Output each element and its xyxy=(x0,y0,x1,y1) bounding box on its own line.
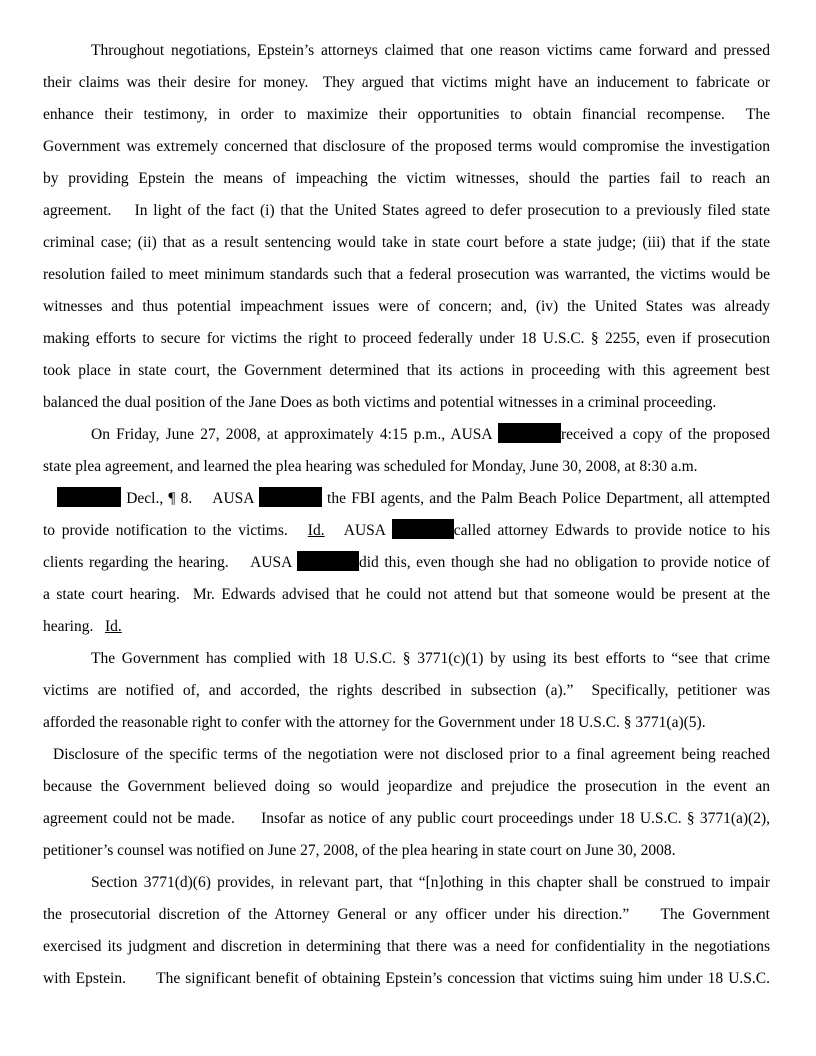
text-line xyxy=(43,739,770,771)
text-run: Decl., ¶ 8. AUSA xyxy=(121,490,259,507)
text-run: a state court hearing. Mr. Edwards advised that he could not attend but that someone would be present at the xyxy=(43,586,770,603)
text-run: exercised its judgment and discretion in determining that there was a need for confidentiality in the negotiations xyxy=(43,938,770,955)
text-run: the prosecutorial discretion of the Attorney General or any officer under his direction.” The Government xyxy=(43,906,770,923)
text-line xyxy=(43,163,770,195)
text-line xyxy=(43,579,770,611)
document-body xyxy=(43,35,770,995)
text-run: their claims was their desire for money. They argued that victims might have an inducement to fabricate or xyxy=(43,74,770,91)
text-line xyxy=(43,67,770,99)
text-run: Section 3771(d)(6) provides, in relevant part, that “[n]othing in this chapter shall be construed to impair xyxy=(91,874,770,891)
text-run: enhance their testimony, in order to maximize their opportunities to obtain financial recompense. The xyxy=(43,106,770,123)
text-line xyxy=(43,771,770,803)
text-line xyxy=(43,35,770,67)
text-run: to provide notification to the victims. xyxy=(43,522,308,539)
text-run: victims are notified of, and accorded, the rights described in subsection (a).” Specifically, petitioner was xyxy=(43,682,770,699)
text-line xyxy=(43,963,770,995)
text-line xyxy=(43,515,770,547)
text-run: agreement. In light of the fact (i) that the United States agreed to defer prosecution to a previously filed state xyxy=(43,202,770,219)
text-run: hearing. xyxy=(43,618,105,635)
text-run: with Epstein. The significant benefit of obtaining Epstein’s concession that victims suing him under 18 U.S.C. xyxy=(43,970,770,987)
redaction-bar xyxy=(259,487,322,507)
text-run: balanced the dual position of the Jane Does as both victims and potential witnesses in a criminal proceeding. xyxy=(43,394,717,411)
text-line xyxy=(43,195,770,227)
text-run: criminal case; (ii) that as a result sentencing would take in state court before a state judge; (iii) that if the state xyxy=(43,234,770,251)
citation-id: Id. xyxy=(307,522,325,539)
redaction-bar xyxy=(297,551,359,571)
citation-id: Id. xyxy=(104,618,122,635)
text-run: making efforts to secure for victims the right to proceed federally under 18 U.S.C. § 2255, even if prosecution xyxy=(43,330,770,347)
text-run: petitioner’s counsel was notified on June 27, 2008, of the plea hearing in state court on June 30, 2008. xyxy=(43,842,676,859)
text-run: agreement could not be made. Insofar as notice of any public court proceedings under 18 U.S.C. § 3771(a)(2), xyxy=(43,810,770,827)
redaction-bar xyxy=(57,487,121,507)
redaction-bar xyxy=(392,519,454,539)
text-run: state plea agreement, and learned the plea hearing was scheduled for Monday, June 30, 2008, at 8:30 a.m. xyxy=(43,458,698,475)
text-line xyxy=(43,547,770,579)
text-line xyxy=(43,355,770,387)
text-run: Government was extremely concerned that disclosure of the proposed terms would compromise the investigation xyxy=(43,138,770,155)
text-run: the FBI agents, and the Palm Beach Police Department, all attempted xyxy=(321,490,770,507)
text-line xyxy=(43,387,770,419)
text-run: Disclosure of the specific terms of the negotiation were not disclosed prior to a final agreement being reached xyxy=(53,746,770,763)
text-line xyxy=(43,131,770,163)
text-line xyxy=(43,419,770,451)
text-run: AUSA xyxy=(324,522,392,539)
text-line xyxy=(43,931,770,963)
text-run: by providing Epstein the means of impeaching the victim witnesses, should the parties fail to reach an xyxy=(43,170,770,187)
text-line xyxy=(43,643,770,675)
text-run: Throughout negotiations, Epstein’s attorneys claimed that one reason victims came forward and pressed xyxy=(91,42,770,59)
text-run: witnesses and thus potential impeachment issues were of concern; and, (iv) the United States was already xyxy=(43,298,770,315)
text-line xyxy=(43,803,770,835)
text-line xyxy=(43,227,770,259)
text-line xyxy=(43,259,770,291)
redaction-bar xyxy=(498,423,561,443)
text-run: called attorney Edwards to provide notice to his xyxy=(453,522,770,539)
text-run: On Friday, June 27, 2008, at approximately 4:15 p.m., AUSA xyxy=(91,426,498,443)
text-run: took place in state court, the Government determined that its actions in proceeding with this agreement best xyxy=(43,362,770,379)
text-line xyxy=(43,483,770,515)
text-run: received a copy of the proposed xyxy=(560,426,771,443)
text-line xyxy=(43,323,770,355)
text-line xyxy=(43,707,770,739)
text-line xyxy=(43,899,770,931)
text-run: resolution failed to meet minimum standards such that a federal prosecution was warranted, the victims would be xyxy=(43,266,770,283)
text-line xyxy=(43,99,770,131)
text-run: clients regarding the hearing. AUSA xyxy=(43,554,297,571)
text-run: because the Government believed doing so would jeopardize and prejudice the prosecution in the event an xyxy=(43,778,770,795)
text-line xyxy=(43,675,770,707)
text-line xyxy=(43,867,770,899)
text-run: The Government has complied with 18 U.S.C. § 3771(c)(1) by using its best efforts to “see that crime xyxy=(91,650,770,667)
text-line xyxy=(43,611,770,643)
text-line xyxy=(43,835,770,867)
text-run: afforded the reasonable right to confer with the attorney for the Government under 18 U.S.C. § 3771(a)(5). xyxy=(43,714,706,731)
text-run: did this, even though she had no obligation to provide notice of xyxy=(359,554,770,571)
text-line xyxy=(43,451,770,483)
text-line xyxy=(43,291,770,323)
